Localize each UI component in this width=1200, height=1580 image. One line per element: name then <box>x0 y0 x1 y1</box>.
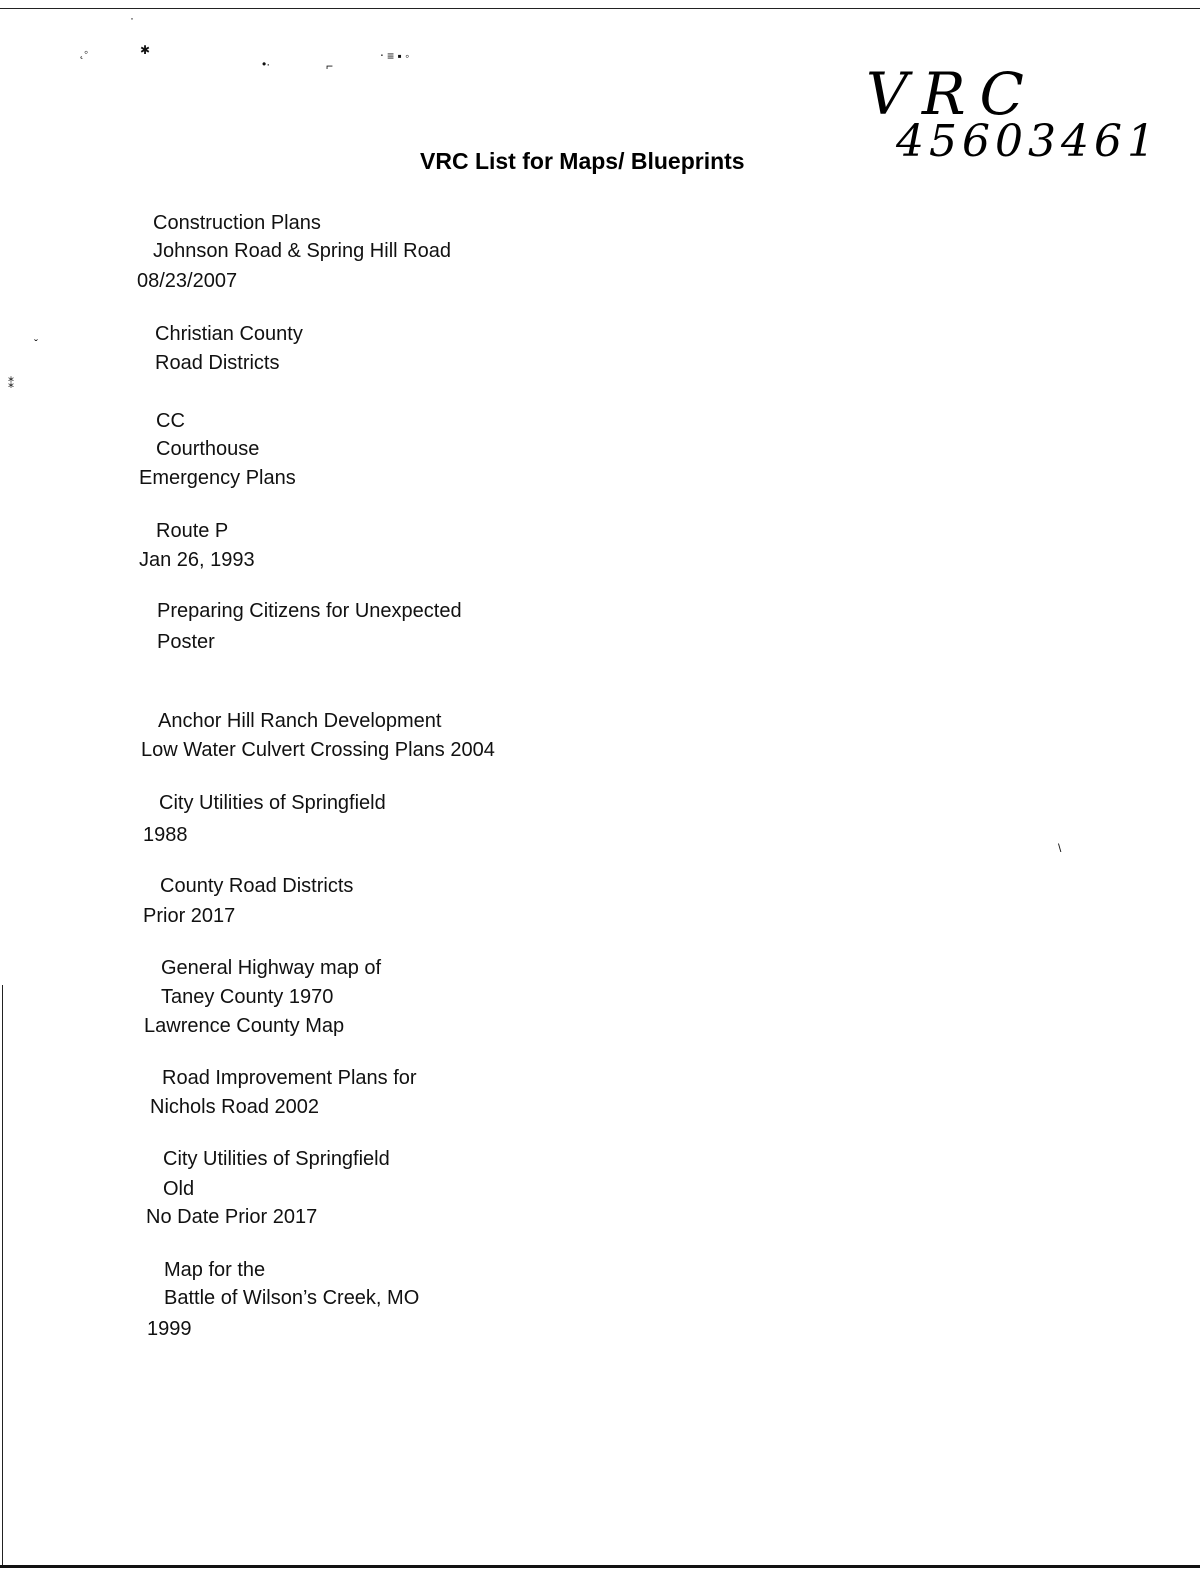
entry-line: Courthouse <box>156 438 260 460</box>
entry-line: City Utilities of Springfield <box>159 792 386 814</box>
entry-line: Map for the <box>164 1259 266 1281</box>
scan-speck: ✱ <box>140 43 151 57</box>
entry-line: Road Districts <box>155 352 280 374</box>
document-title: VRC List for Maps/ Blueprints <box>420 148 745 174</box>
entry-line: Battle of Wilson’s Creek, MO <box>164 1287 420 1309</box>
entry-line: Old <box>163 1178 195 1200</box>
scan-speck: ⁑ <box>8 377 14 391</box>
entry-line: General Highway map of <box>161 957 382 979</box>
entry-line: Low Water Culvert Crossing Plans 2004 <box>141 739 495 761</box>
scan-bottom-edge <box>0 1565 1200 1568</box>
entry-line: Road Improvement Plans for <box>162 1067 417 1089</box>
entry-line: Emergency Plans <box>139 467 296 489</box>
entry-line: Anchor Hill Ranch Development <box>158 710 442 732</box>
scan-speck: · <box>130 11 134 25</box>
scan-top-edge <box>0 8 1200 9</box>
handwritten-vrc: VRC <box>866 60 1038 128</box>
handwritten-document-number: 45603461 <box>896 116 1160 167</box>
entry-line: Jan 26, 1993 <box>139 549 255 571</box>
scan-speck: \ <box>1058 841 1062 855</box>
scan-speck: •· <box>262 57 271 71</box>
entry-line: No Date Prior 2017 <box>146 1206 318 1228</box>
entry-line: Johnson Road & Spring Hill Road <box>153 240 451 262</box>
scan-speck: ˛◦ <box>80 45 89 59</box>
entry-line: Nichols Road 2002 <box>150 1096 319 1118</box>
entry-line: 08/23/2007 <box>137 270 238 292</box>
entry-line: Taney County 1970 <box>161 986 334 1008</box>
entry-line: Prior 2017 <box>143 905 236 927</box>
scan-speck: ⌐ <box>326 59 334 73</box>
entry-line: 1999 <box>147 1318 192 1340</box>
entry-line: Preparing Citizens for Unexpected <box>157 600 462 622</box>
entry-line: City Utilities of Springfield <box>163 1148 390 1170</box>
entry-line: Lawrence County Map <box>144 1015 345 1037</box>
scan-speck: ‧ ≡ ▪ ◦ <box>380 49 410 63</box>
entry-line: Poster <box>157 631 215 653</box>
entry-line: 1988 <box>143 824 188 846</box>
entry-line: Route P <box>156 520 229 542</box>
entry-line: Construction Plans <box>153 212 321 234</box>
scan-speck: ˇ <box>34 337 38 351</box>
entry-line: Christian County <box>155 323 303 345</box>
entry-line: County Road Districts <box>160 875 354 897</box>
scan-left-edge <box>2 985 3 1565</box>
entry-line: CC <box>156 410 185 432</box>
